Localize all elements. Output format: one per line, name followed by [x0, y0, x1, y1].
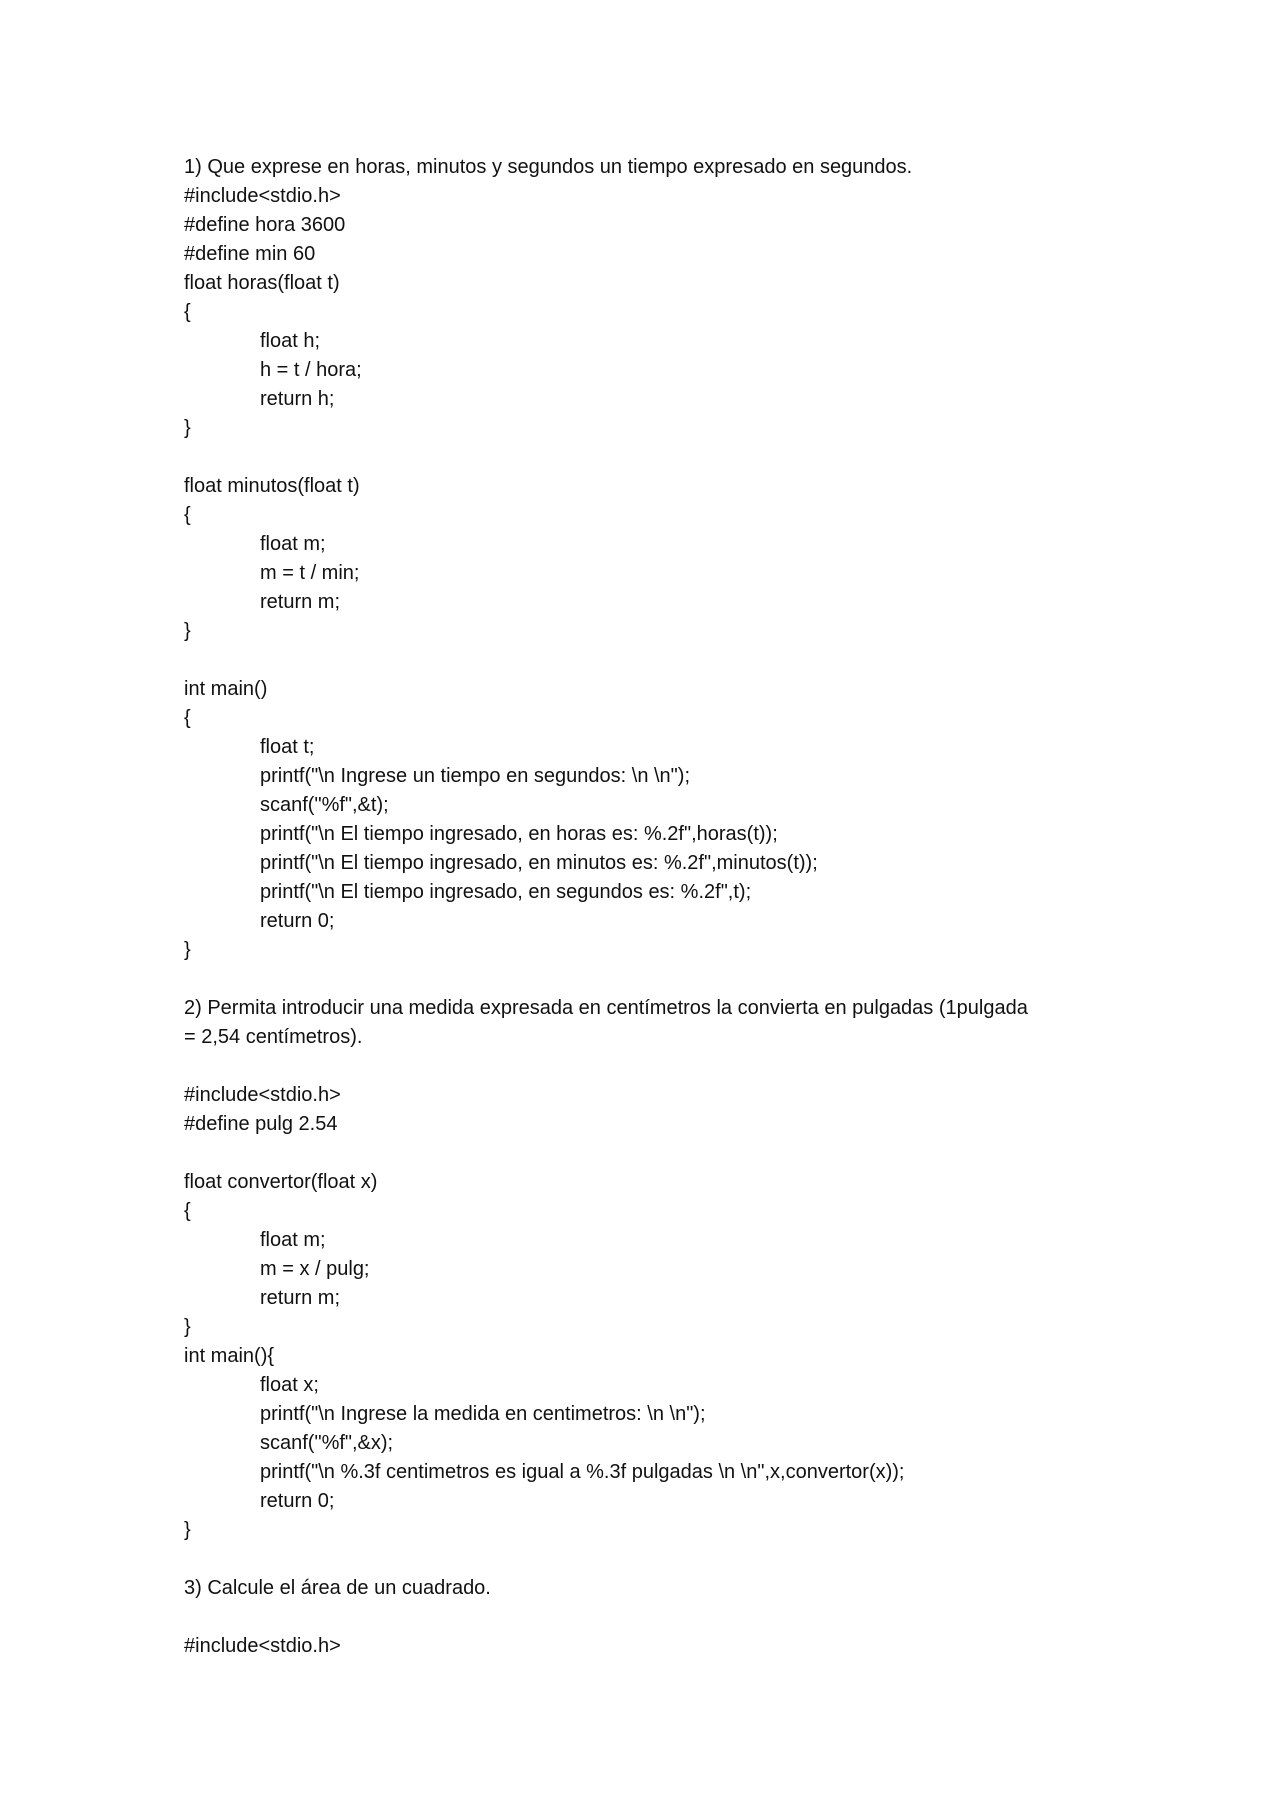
text-line: #include<stdio.h> [184, 1084, 341, 1106]
code-line: m = x / pulg; [260, 1258, 370, 1280]
text-line: int main(){ [184, 1345, 275, 1367]
text-line: 1) Que exprese en horas, minutos y segundos un tiempo expresado en segundos. [184, 156, 913, 178]
text-line: #define pulg 2.54 [184, 1113, 338, 1135]
code-line: m = t / min; [260, 562, 360, 584]
code-line: printf("\n Ingrese la medida en centimetros: \n \n"); [260, 1403, 706, 1425]
text-line: int main() [184, 678, 268, 700]
code-line: printf("\n Ingrese un tiempo en segundos: \n \n"); [260, 765, 690, 787]
text-line: { [184, 301, 191, 323]
text-line: #define min 60 [184, 243, 316, 265]
text-line: } [184, 939, 191, 961]
code-line: printf("\n %.3f centimetros es igual a %.3f pulgadas \n \n",x,convertor(x)); [260, 1461, 905, 1483]
text-line: float horas(float t) [184, 272, 340, 294]
code-line: float m; [260, 533, 326, 555]
code-line: printf("\n El tiempo ingresado, en minutos es: %.2f",minutos(t)); [260, 852, 818, 874]
text-line: = 2,54 centímetros). [184, 1026, 363, 1048]
code-line: printf("\n El tiempo ingresado, en segundos es: %.2f",t); [260, 881, 752, 903]
text-line: } [184, 1519, 191, 1541]
code-line: return h; [260, 388, 335, 410]
code-line: return 0; [260, 910, 335, 932]
text-line: 3) Calcule el área de un cuadrado. [184, 1577, 491, 1599]
text-line: #define hora 3600 [184, 214, 346, 236]
text-line: #include<stdio.h> [184, 185, 341, 207]
text-line: { [184, 504, 191, 526]
text-line: { [184, 1200, 191, 1222]
text-line: } [184, 417, 191, 439]
text-line: } [184, 1316, 191, 1338]
code-line: float h; [260, 330, 321, 352]
code-line: float x; [260, 1374, 319, 1396]
code-line: h = t / hora; [260, 359, 362, 381]
code-line: return m; [260, 591, 341, 613]
code-line: float m; [260, 1229, 326, 1251]
code-line: scanf("%f",&t); [260, 794, 389, 816]
code-line: printf("\n El tiempo ingresado, en horas es: %.2f",horas(t)); [260, 823, 778, 845]
code-line: return m; [260, 1287, 341, 1309]
text-line: float minutos(float t) [184, 475, 360, 497]
code-line: float t; [260, 736, 315, 758]
text-line: float convertor(float x) [184, 1171, 378, 1193]
text-line: #include<stdio.h> [184, 1635, 341, 1657]
code-line: scanf("%f",&x); [260, 1432, 394, 1454]
text-line: 2) Permita introducir una medida expresada en centímetros la convierta en pulgadas (1pulgada [184, 997, 1028, 1019]
text-line: } [184, 620, 191, 642]
text-line: { [184, 707, 191, 729]
code-line: return 0; [260, 1490, 335, 1512]
